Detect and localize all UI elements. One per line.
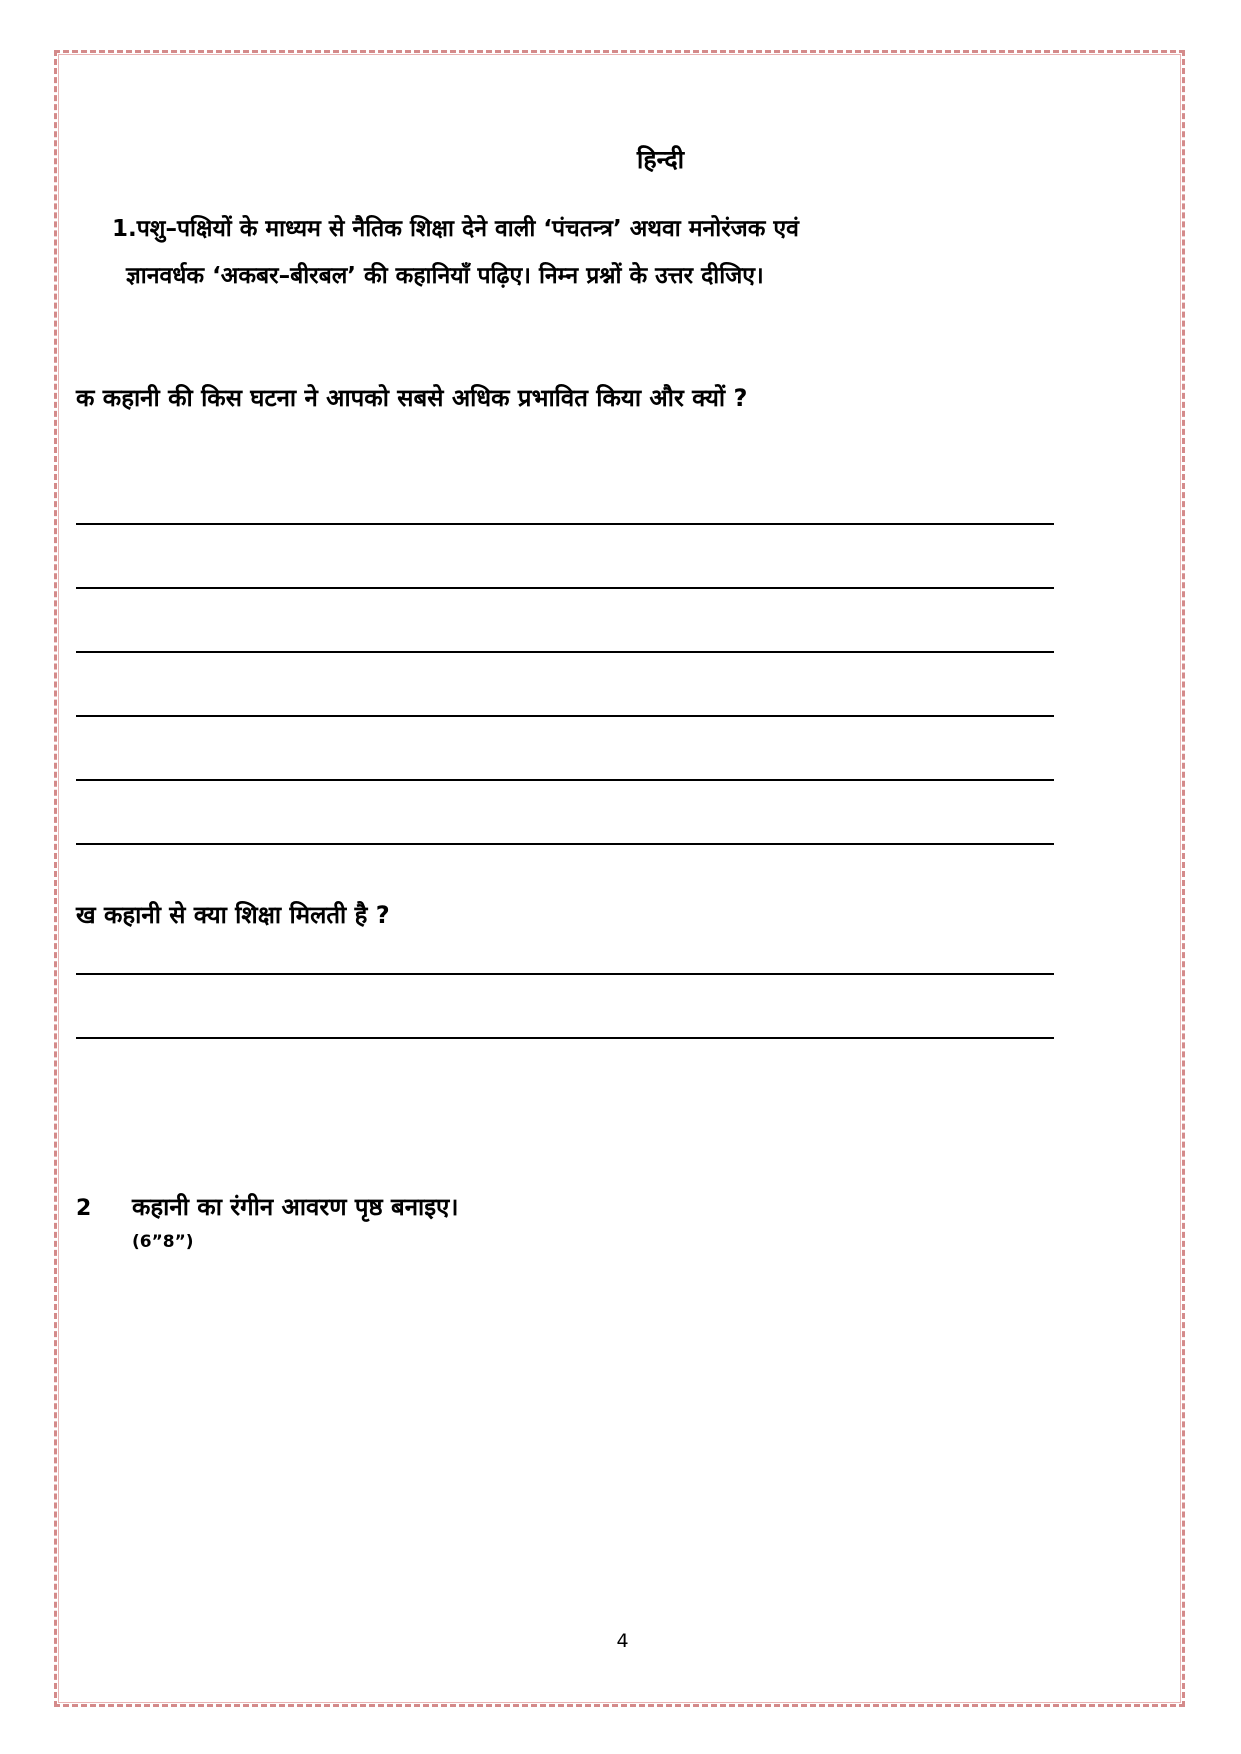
answer-line-a-5[interactable] [76, 779, 1054, 781]
page-border-inner [58, 54, 1181, 1703]
instruction-text [112, 206, 992, 300]
answer-line-a-6[interactable] [76, 843, 1054, 845]
answer-line-a-1[interactable] [76, 523, 1054, 525]
page-number: 4 [616, 1630, 629, 1652]
task-2-text: कहानी का रंगीन आवरण पृष्ठ बनाइए। [132, 1193, 459, 1221]
answer-line-b-1[interactable] [76, 973, 1054, 975]
subject-title: हिन्दी [636, 145, 685, 174]
instruction-line-2: ज्ञानवर्धक ‘अकबर–बीरबल’ की कहानियाँ पढ़िए। निम्न प्रश्नों के उत्तर दीजिए। [126, 263, 764, 289]
task-2 [76, 1190, 458, 1223]
answer-line-b-2[interactable] [76, 1037, 1054, 1039]
answer-line-a-3[interactable] [76, 651, 1054, 653]
question-b: ख कहानी से क्या शिक्षा मिलती है ? [76, 901, 390, 929]
instruction-line-1: 1.पशु–पक्षियों के माध्यम से नैतिक शिक्षा देने वाली ‘पंचतन्त्र’ अथवा मनोरंजक एवं [112, 216, 799, 242]
answer-line-a-4[interactable] [76, 715, 1054, 717]
task-2-number: 2 [76, 1196, 92, 1221]
answer-line-a-2[interactable] [76, 587, 1054, 589]
question-a: क कहानी की किस घटना ने आपको सबसे अधिक प्रभावित किया और क्यों ? [76, 384, 748, 412]
task-2-size-note: (6”8”) [132, 1232, 194, 1252]
